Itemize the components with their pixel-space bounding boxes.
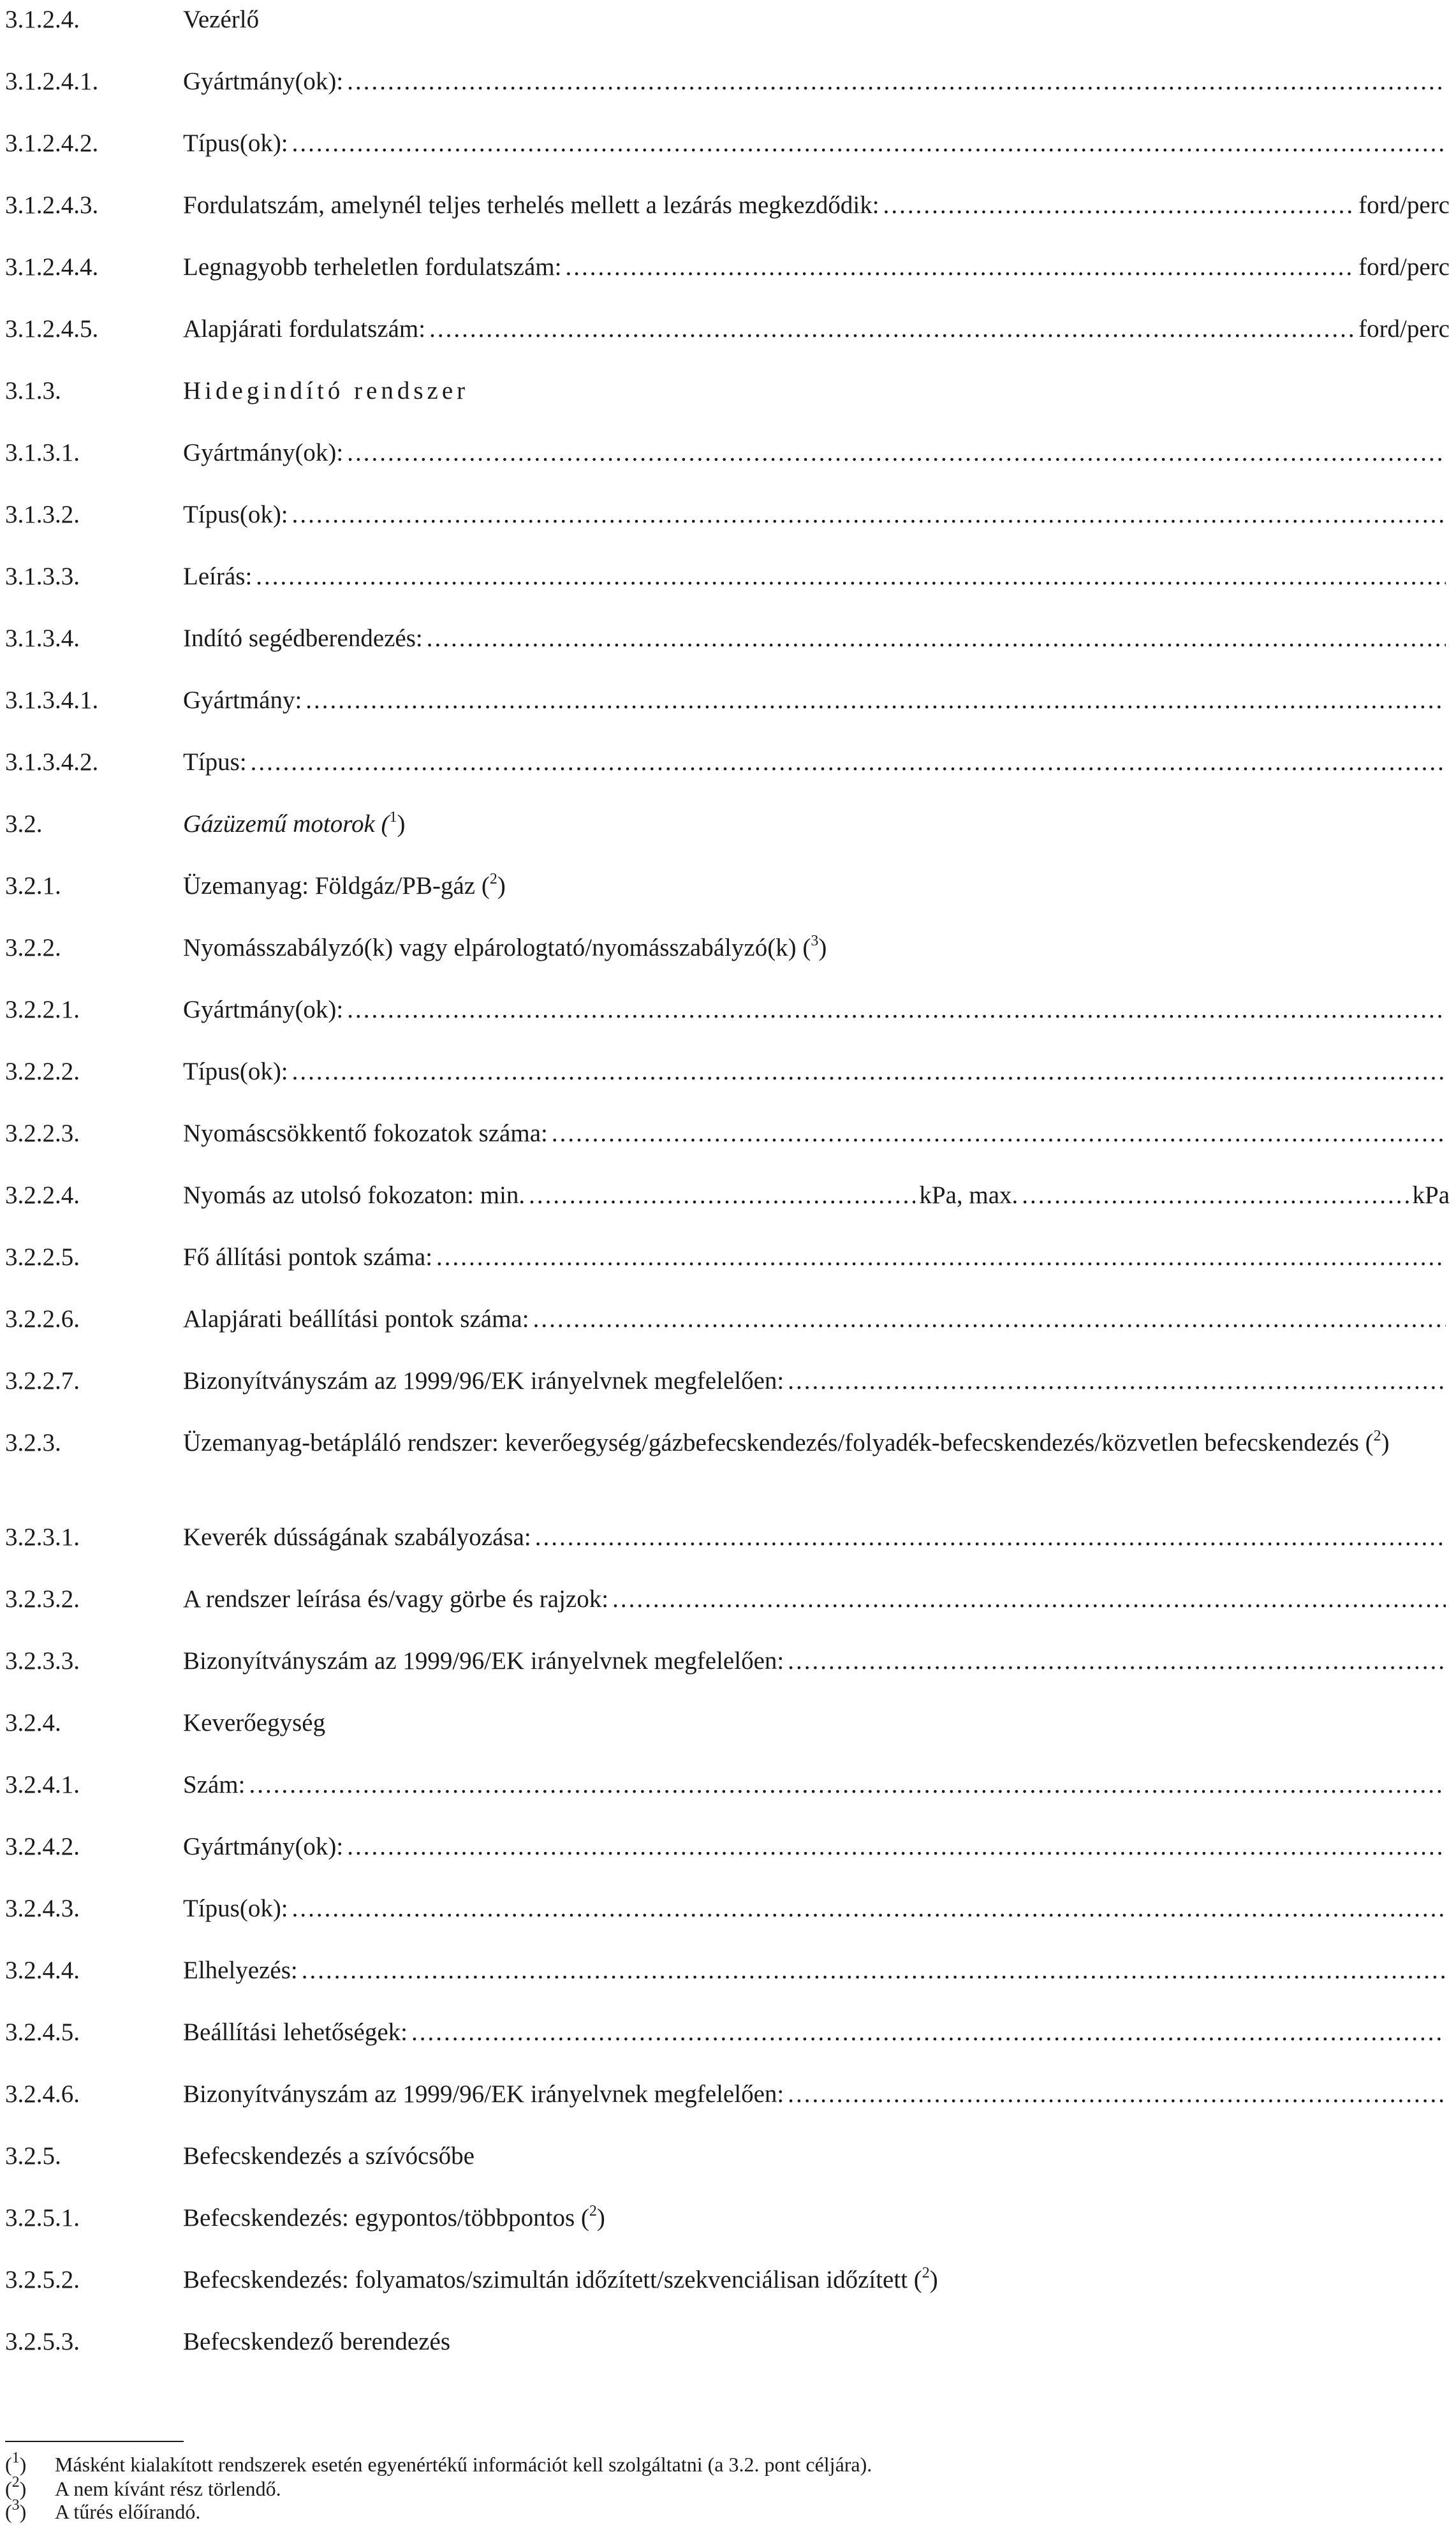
field-label: Típus(ok): [183, 501, 288, 528]
dotted-leader [256, 561, 1446, 593]
field-label: Bizonyítványszám az 1999/96/EK irányelvnek megfelelően: [183, 1647, 784, 1675]
field-label: Befecskendezés: egypontos/többpontos ( [183, 2204, 589, 2232]
field-label: Keverék dússágának szabályozása: [183, 1523, 531, 1551]
dotted-leader [427, 623, 1446, 655]
footnote-text: Másként kialakított rendszerek esetén egyenértékű információt kell szolgáltatni (a 3.2. pont céljára). [55, 2453, 872, 2476]
field-row [0, 1893, 1456, 1925]
section-number: 3.2.2.4. [5, 1181, 80, 1209]
section-label: Befecskendező berendezés [183, 2328, 451, 2355]
field-row [0, 1955, 1456, 1987]
footnote [5, 2474, 1446, 2502]
paren-close: ) [1381, 1429, 1390, 1456]
section-number: 3.2.2.7. [5, 1367, 80, 1395]
section-number: 3.2.1. [5, 872, 61, 900]
field-row [0, 437, 1456, 469]
dotted-leader [533, 1303, 1446, 1335]
footnote-mark: ($^1$) [5, 2450, 27, 2476]
field-row [0, 623, 1456, 655]
section-label: Vezérlő [183, 6, 260, 33]
section-number: 3.1.3. [5, 377, 61, 404]
section-number: 3.1.2.4.3. [5, 191, 99, 219]
field-label: Típus(ok): [183, 130, 288, 157]
unit-label: kPa, max. [919, 1181, 1018, 1209]
section-number: 3.1.2.4. [5, 6, 80, 33]
field-label: Üzemanyag-betápláló rendszer: keverőegység/gázbefecskendezés/folyadék-befecskendezés/közvetlen befecskendezés ( [183, 1429, 1374, 1456]
section-number: 3.2.4.3. [5, 1895, 80, 1922]
section-number: 3.2.3.3. [5, 1647, 80, 1675]
field-row [0, 685, 1456, 716]
field-label: Nyomás az utolsó fokozaton: min. [183, 1181, 526, 1209]
section-heading: Gázüzemű motorok ( [183, 810, 390, 838]
section-label: Befecskendezés a szívócsőbe [183, 2142, 474, 2170]
section-number: 3.2.2. [5, 934, 61, 961]
section-row [0, 4, 1456, 36]
field-label: Típus: [183, 748, 247, 776]
section-number: 3.2.4.2. [5, 1833, 80, 1860]
paren-close: ) [929, 2266, 938, 2293]
field-row [0, 994, 1456, 1026]
dotted-leader [529, 1180, 915, 1211]
field-label: Nyomásszabályzó(k) vagy elpárologtató/nyomásszabályzó(k) ( [183, 934, 811, 961]
field-row [0, 1180, 1456, 1211]
dotted-leader [347, 994, 1446, 1026]
field-label: Leírás: [183, 563, 253, 590]
dotted-leader [251, 746, 1446, 778]
section-number: 3.2.2.1. [5, 996, 80, 1023]
section-row [0, 808, 1456, 840]
footnote [5, 2452, 1446, 2478]
field-label: Legnagyobb terheletlen fordulatszám: [183, 253, 562, 281]
section-number: 3.1.3.4. [5, 625, 80, 652]
field-row [0, 561, 1456, 593]
field-label: Nyomáscsökkentő fokozatok száma: [183, 1120, 548, 1147]
section-row [0, 2140, 1456, 2172]
footnote-text: A tűrés előírandó. [55, 2500, 201, 2523]
field-label: Fordulatszám, amelynél teljes terhelés mellett a lezárás megkezdődik: [183, 191, 879, 219]
field-label: Fő állítási pontok száma: [183, 1243, 433, 1271]
section-number: 3.1.3.4.2. [5, 748, 99, 776]
field-row [0, 251, 1456, 283]
field-row [0, 313, 1456, 345]
dotted-leader [565, 251, 1355, 283]
field-label: Gyártmány(ok): [183, 1833, 344, 1860]
dotted-leader [612, 1583, 1446, 1615]
section-heading: Hidegindító rendszer [183, 377, 469, 404]
footnote-ref: 3 [811, 933, 819, 949]
field-row [0, 1241, 1456, 1273]
dotted-leader [552, 1118, 1446, 1150]
dotted-leader [1022, 1180, 1408, 1211]
unit-label: ford/perc [1358, 253, 1450, 281]
dotted-leader [305, 685, 1446, 716]
section-number: 3.2.2.3. [5, 1120, 80, 1147]
footnote-ref: 2 [922, 2265, 930, 2281]
footnote-separator [5, 2441, 184, 2442]
dotted-leader [411, 2017, 1446, 2048]
field-label: A rendszer leírása és/vagy görbe és rajzok: [183, 1585, 609, 1613]
section-number: 3.1.2.4.4. [5, 253, 99, 281]
unit-label: kPa [1412, 1181, 1450, 1209]
dotted-leader [788, 1365, 1446, 1397]
field-row [0, 2078, 1456, 2110]
field-label: Alapjárati beállítási pontok száma: [183, 1305, 529, 1333]
field-row [0, 932, 1456, 964]
dotted-leader [292, 1893, 1446, 1925]
section-number: 3.2.4. [5, 1709, 61, 1736]
field-row [0, 2202, 1456, 2234]
field-label: Típus(ok): [183, 1895, 288, 1922]
field-row [0, 1831, 1456, 1863]
section-number: 3.2.3.1. [5, 1523, 80, 1551]
section-label: Keverőegység [183, 1709, 326, 1736]
section-number: 3.1.3.4.1. [5, 686, 99, 714]
field-label: Bizonyítványszám az 1999/96/EK irányelvnek megfelelően: [183, 1367, 784, 1395]
footnote-ref: 1 [389, 809, 397, 826]
field-label: Befecskendezés: folyamatos/szimultán időzített/szekvenciálisan időzített ( [183, 2266, 922, 2293]
dotted-leader [347, 66, 1446, 98]
field-label: Elhelyezés: [183, 1957, 298, 1984]
unit-label: ford/perc [1358, 315, 1450, 343]
paren-close: ) [397, 810, 406, 838]
field-label: Szám: [183, 1771, 246, 1798]
dotted-leader [788, 1645, 1446, 1677]
field-label: Indító segédberendezés: [183, 625, 423, 652]
field-label: Típus(ok): [183, 1058, 288, 1085]
paren-close: ) [596, 2204, 605, 2232]
section-number: 3.2. [5, 810, 43, 838]
dotted-leader [788, 2078, 1446, 2110]
footnote-mark: ($^3$) [5, 2497, 27, 2523]
section-number: 3.2.4.5. [5, 2018, 80, 2046]
dotted-leader [292, 128, 1446, 159]
field-row [0, 66, 1456, 98]
section-number: 3.1.3.2. [5, 501, 80, 528]
field-row [0, 2017, 1456, 2048]
field-row [0, 1303, 1456, 1335]
field-row [0, 499, 1456, 531]
section-number: 3.2.2.2. [5, 1058, 80, 1085]
field-label: Gyártmány: [183, 686, 302, 714]
field-label: Bizonyítványszám az 1999/96/EK irányelvnek megfelelően: [183, 2080, 784, 2108]
field-row [0, 1522, 1456, 1553]
footnote [5, 2499, 1446, 2525]
section-number: 3.1.2.4.5. [5, 315, 99, 343]
section-number: 3.1.2.4.1. [5, 68, 99, 95]
unit-label: ford/perc [1358, 191, 1450, 219]
field-row [0, 1427, 1456, 1491]
field-row [0, 189, 1456, 221]
section-number: 3.2.3.2. [5, 1585, 80, 1613]
section-number: 3.2.5.1. [5, 2204, 80, 2232]
section-number: 3.1.3.1. [5, 439, 80, 466]
section-number: 3.2.5. [5, 2142, 61, 2170]
field-label: Beállítási lehetőségek: [183, 2018, 408, 2046]
dotted-leader [347, 437, 1446, 469]
section-row [0, 2326, 1456, 2358]
dotted-leader [249, 1769, 1446, 1801]
field-row [0, 1056, 1456, 1088]
section-row [0, 375, 1456, 407]
paren-close: ) [818, 934, 827, 961]
footnote-text: A nem kívánt rész törlendő. [55, 2477, 281, 2500]
dotted-leader [292, 1056, 1446, 1088]
field-row [0, 1118, 1456, 1150]
dotted-leader [292, 499, 1446, 531]
section-number: 3.2.5.2. [5, 2266, 80, 2293]
field-label: Üzemanyag: Földgáz/PB-gáz ( [183, 872, 490, 900]
section-number: 3.1.3.3. [5, 563, 80, 590]
section-number: 3.2.5.3. [5, 2328, 80, 2355]
section-number: 3.2.4.6. [5, 2080, 80, 2108]
section-number: 3.2.2.6. [5, 1305, 80, 1333]
dotted-leader [883, 189, 1355, 221]
field-row [0, 746, 1456, 778]
field-row [0, 1583, 1456, 1615]
field-label: Gyártmány(ok): [183, 68, 344, 95]
field-label: Gyártmány(ok): [183, 996, 344, 1023]
field-row [0, 1645, 1456, 1677]
footnote-ref: 2 [1373, 1428, 1381, 1444]
field-row [0, 1365, 1456, 1397]
field-row [0, 870, 1456, 902]
section-number: 3.1.2.4.2. [5, 130, 99, 157]
field-row [0, 1769, 1456, 1801]
section-row [0, 1707, 1456, 1739]
section-number: 3.2.3. [5, 1429, 61, 1456]
field-label: Gyártmány(ok): [183, 439, 344, 466]
dotted-leader [429, 313, 1355, 345]
field-row [0, 128, 1456, 159]
section-number: 3.2.2.5. [5, 1243, 80, 1271]
footnote-ref: 2 [489, 871, 497, 887]
paren-close: ) [497, 872, 506, 900]
dotted-leader [347, 1831, 1446, 1863]
footnote-ref: 2 [589, 2203, 597, 2219]
section-number: 3.2.4.4. [5, 1957, 80, 1984]
field-label: Alapjárati fordulatszám: [183, 315, 426, 343]
footnote-mark: ($^2$) [5, 2474, 27, 2500]
dotted-leader [302, 1955, 1446, 1987]
field-row [0, 2264, 1456, 2296]
dotted-leader [535, 1522, 1446, 1553]
section-number: 3.2.4.1. [5, 1771, 80, 1798]
dotted-leader [436, 1241, 1446, 1273]
